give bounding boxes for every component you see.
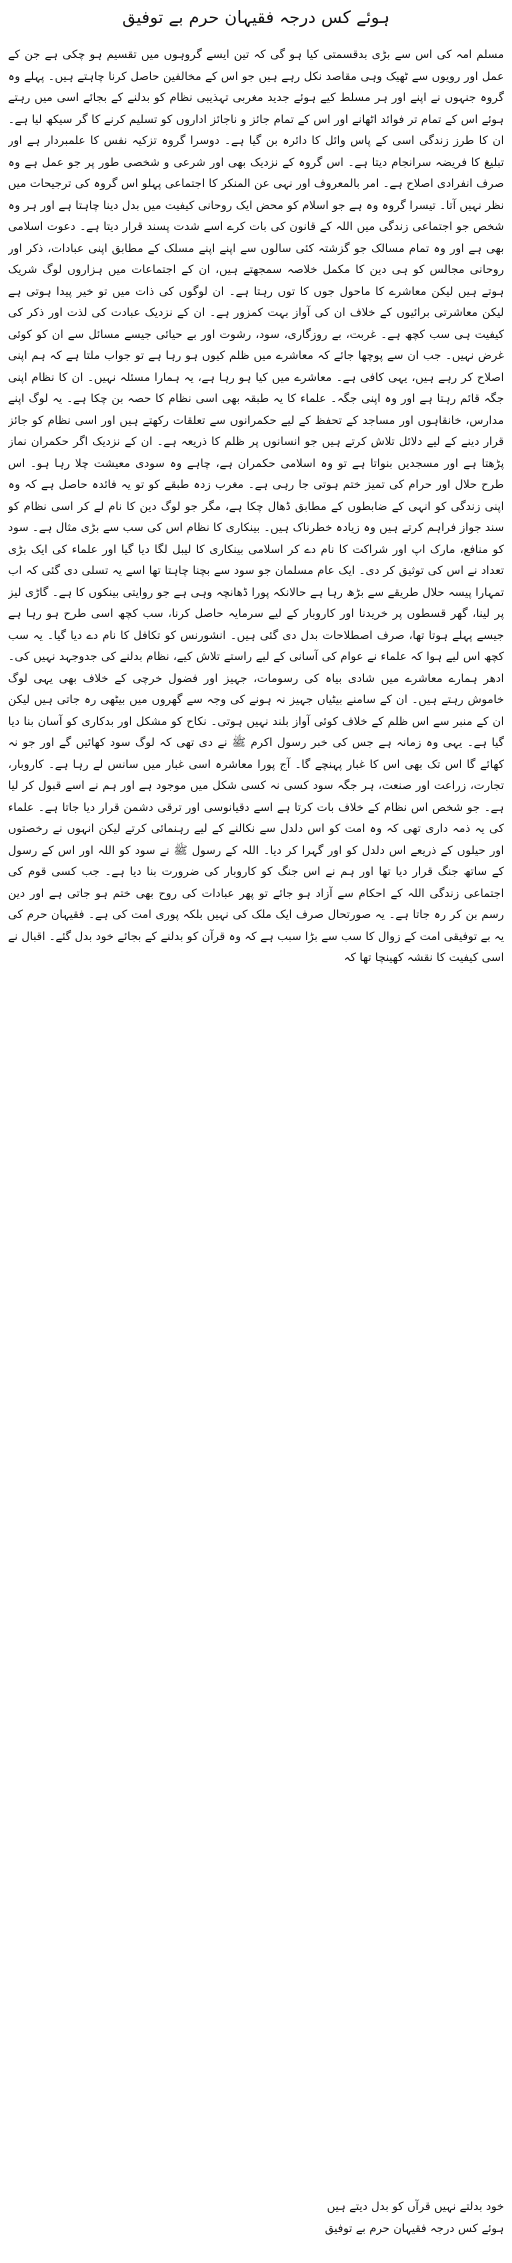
couplet-line-1: خود بدلتے نہیں قرآں کو بدل دیتے ہیں xyxy=(326,2199,504,2213)
column-body xyxy=(8,44,504,2255)
closing-couplet xyxy=(0,2196,512,2239)
couplet-line-2: ہوئے کس درجہ فقیہان حرم بے توفیق xyxy=(324,2220,504,2235)
body-paragraph: مسلم امہ کی اس سے بڑی بدقسمتی کیا ہو گی کہ تین ایسے گروہوں میں تقسیم ہو چکی ہے جن کے عمل اور رویوں سے ٹھیک وہی مقاصد نکل رہے ہیں جو اس کے مخالفین حاصل کرنا چاہتے ہیں۔ پہلے وہ گروہ جنہوں نے اپنے اور ہر مسلط کیے ہوئے جدید مغربی تہذیبی نظام کو بدلنے کے بجائے اسی میں رہتے ہوئے اس کے تمام تر فوائد اٹھانے اور اس کے تمام جائز و ناجائز اداروں کو تسلیم کرنے کا گر سیکھ لیا ہے۔ ان کا طرز زندگی اسی کے پاس وائل کا دائرہ بن گیا ہے۔ دوسرا گروہ تزکیہ نفس کا علمبردار ہے اور تبلیغ کا فریضہ سرانجام دیتا ہے۔ اس گروہ کے نزدیک بھی اور شرعی و شخصی طور پر جو عمل ہے وہ صرف انفرادی اصلاح ہے۔ امر بالمعروف اور نہی عن المنکر کا اجتماعی پہلو اس گروہ کی ترجیحات میں نظر نہیں آتا۔ تیسرا گروہ وہ ہے جو اسلام کو محض ایک روحانی کیفیت میں بدل دینا چاہتا ہے اور ہر وہ شخص جو اجتماعی زندگی میں اللہ کے قانون کی بات کرے اسے شدت پسند قرار دیتا ہے۔ دعوت اسلامی بھی ہے اور وہ تمام مسالک جو گزشتہ کئی سالوں سے اپنے اپنے مسلک کے مطابق اپنی عبادات، ذکر اور روحانی مجالس کو ہی دین کا مکمل خلاصہ سمجھتے ہیں، ان کے اجتماعات میں ہزاروں لوگ شریک ہوتے ہیں لیکن معاشرے کا ماحول جوں کا توں رہتا ہے۔ ان لوگوں کی ذات میں تو خیر پیدا ہوتی ہے لیکن معاشرتی برائیوں کے خلاف ان کی آواز بہت کمزور ہے۔ ان کے نزدیک عبادت کی لذت اور ذکر کی کیفیت ہی سب کچھ ہے۔ غربت، بے روزگاری، سود، رشوت اور بے حیائی جیسے مسائل سے ان کو کوئی غرض نہیں۔ جب ان سے پوچھا جائے کہ معاشرے میں ظلم کیوں ہو رہا ہے تو جواب ملتا ہے کہ ہم اپنی اصلاح کر رہے ہیں، یہی کافی ہے۔ معاشرے میں کیا ہو رہا ہے، یہ ہمارا مسئلہ نہیں۔ ان کا نظام اپنی جگہ قائم رہتا ہے اور وہ اپنی جگہ۔ علماء کا یہ طبقہ بھی اسی نظام کا حصہ بن چکا ہے۔ یہ لوگ اپنے مدارس، خانقاہوں اور مساجد کے تحفظ کے لیے حکمرانوں سے تعلقات رکھتے ہیں اور اسی نظام کو جائز قرار دینے کے لیے دلائل تلاش کرتے ہیں جو انسانوں پر ظلم کا ذریعہ ہے۔ ان کے نزدیک اگر حکمران نماز پڑھتا ہے اور مسجدیں بنواتا ہے تو وہ اسلامی حکمران ہے، چاہے وہ سودی معیشت چلا رہا ہو۔ اس طرح حلال اور حرام کی تمیز ختم ہوتی جا رہی ہے۔ مغرب زدہ طبقے کو تو یہ فائدہ حاصل ہے کہ وہ اپنی زندگی کو انہی کے ضابطوں کے مطابق ڈھال چکا ہے، مگر جو لوگ دین کا نام لے کر اسی نظام کو سند جواز فراہم کرتے ہیں وہ زیادہ خطرناک ہیں۔ بینکاری کا نظام اس کی سب سے بڑی مثال ہے۔ سود کو منافع، مارک اپ اور شراکت کا نام دے کر اسلامی بینکاری کا لیبل لگا دیا گیا اور علماء کی ایک بڑی تعداد نے اس کی توثیق کر دی۔ ایک عام مسلمان جو سود سے بچنا چاہتا تھا اسے یہ تسلی دی گئی کہ اب تمہارا پیسہ حلال طریقے سے بڑھ رہا ہے حالانکہ پورا ڈھانچہ وہی ہے جو روایتی بینکوں کا ہے۔ گاڑی لیز پر لینا، گھر قسطوں پر خریدنا اور کاروبار کے لیے سرمایہ حاصل کرنا، سب کچھ اسی طرح ہو رہا ہے جیسے پہلے ہوتا تھا، صرف اصطلاحات بدل دی گئی ہیں۔ انشورنس کو تکافل کا نام دے دیا گیا۔ یہ سب کچھ اس لیے ہوا کہ علماء نے عوام کی آسانی کے لیے راستے تلاش کیے، نظام بدلنے کی جدوجہد نہیں کی۔ ادھر ہمارے معاشرے میں شادی بیاہ کی رسومات، جہیز اور فضول خرچی کے خلاف بھی یہی لوگ خاموش رہتے ہیں۔ ان کے سامنے بیٹیاں جہیز نہ ہونے کی وجہ سے گھروں میں بیٹھی رہ جاتی ہیں لیکن ان کے منبر سے اس ظلم کے خلاف کوئی آواز بلند نہیں ہوتی۔ نکاح کو مشکل اور بدکاری کو آسان بنا دیا گیا ہے۔ یہی وہ زمانہ ہے جس کی خبر رسول اکرم ﷺ نے دی تھی کہ لوگ سود کھائیں گے اور جو نہ کھائے گا اس تک بھی اس کا غبار پہنچے گا۔ آج پورا معاشرہ اسی غبار میں سانس لے رہا ہے۔ کاروبار، تجارت، زراعت اور صنعت، ہر جگہ سود کسی نہ کسی شکل میں موجود ہے اور ہم نے اسے قبول کر لیا ہے۔ جو شخص اس نظام کے خلاف بات کرتا ہے اسے دقیانوسی اور ترقی دشمن قرار دیا جاتا ہے۔ علماء کی یہ ذمہ داری تھی کہ وہ امت کو اس دلدل سے نکالنے کے لیے رہنمائی کرتے لیکن انہوں نے رخصتوں اور حیلوں کے ذریعے اس دلدل کو اور گہرا کر دیا۔ اللہ کے رسول ﷺ نے سود کو اللہ اور اس کے رسول کے ساتھ جنگ قرار دیا تھا اور ہم نے اس جنگ کو کاروبار کی ضرورت بنا دیا ہے۔ جب کسی قوم کی اجتماعی زندگی اللہ کے احکام سے آزاد ہو جائے تو پھر عبادات کی روح بھی ختم ہو جاتی ہے اور دین رسم بن کر رہ جاتا ہے۔ یہ صورتحال صرف ایک ملک کی نہیں بلکہ پوری امت کی ہے۔ فقیہان حرم کی یہ بے توفیقی امت کے زوال کا سب سے بڑا سبب ہے کہ وہ قرآن کو بدلنے کے بجائے خود بدل گئے۔ اقبال نے اسی کیفیت کا نقشہ کھینچا تھا کہ xyxy=(8,47,504,964)
column-title: ہوئے کس درجہ فقیہان حرم بے توفیق xyxy=(122,8,390,28)
